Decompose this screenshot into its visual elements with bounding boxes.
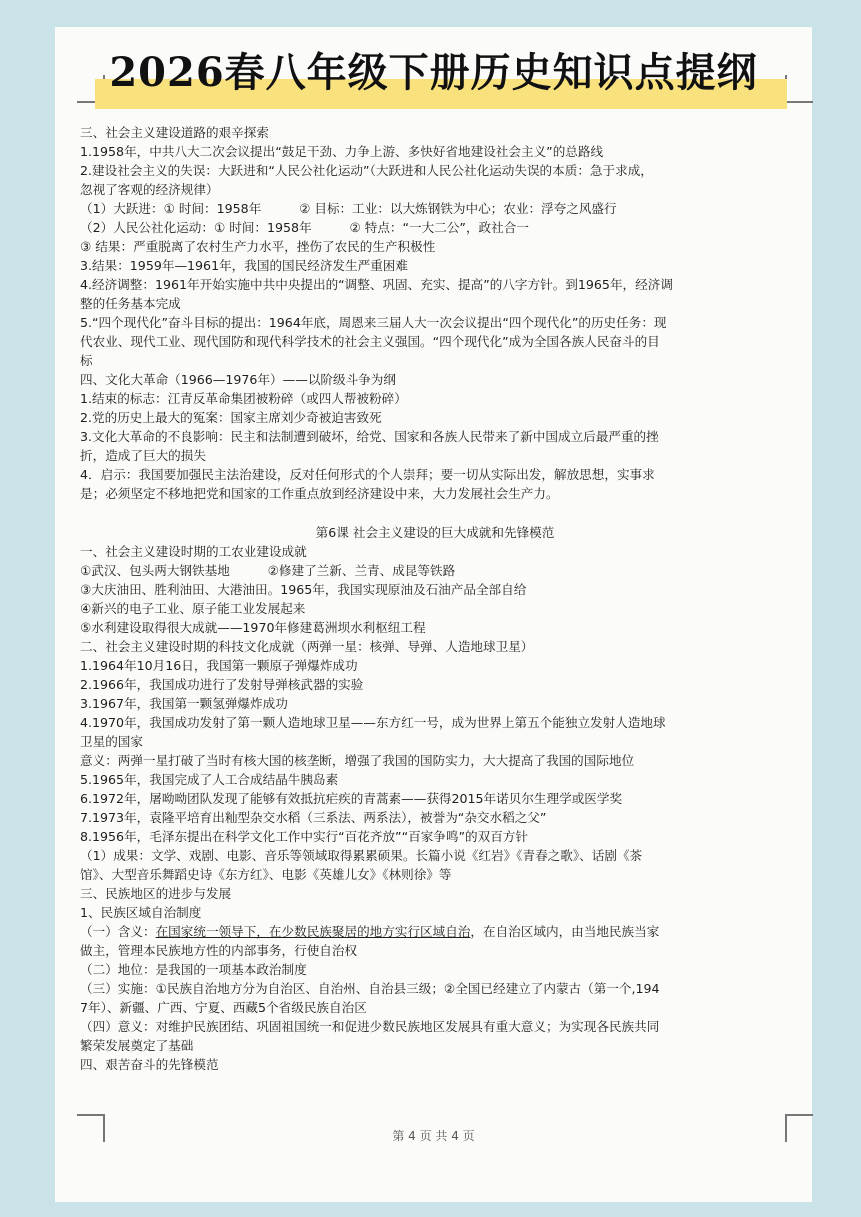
lesson-heading: 第6课 社会主义建设的巨大成就和先锋模范 [315, 525, 555, 540]
text-line: 2.1966年，我国成功进行了发射导弹核武器的实验 [80, 677, 364, 692]
text-line: 馆》、大型音乐舞蹈史诗《东方红》、电影《英雄儿女》《林则徐》等 [80, 867, 452, 882]
text-line: （四）意义：对维护民族团结、巩固祖国统一和促进少数民族地区发展具有重大意义；为实现各民族共同 [80, 1019, 660, 1034]
text-line: 1.结束的标志：江青反革命集团被粉碎（或四人帮被粉碎） [80, 391, 407, 406]
text-line: （1）成果：文学、戏剧、电影、音乐等领域取得累累硕果。长篇小说《红岩》《青春之歌》、话剧《茶 [80, 848, 643, 863]
text-line: 3.结果：1959年—1961年，我国的国民经济发生严重困难 [80, 258, 408, 273]
outline-content [80, 123, 790, 1074]
text-line: 1.1958年，中共八大二次会议提出“鼓足干劲、力争上游、多快好省地建设社会主义”的总路线 [80, 144, 604, 159]
text-line: 7年）、新疆、广西、宁夏、西藏5个省级民族自治区 [80, 1000, 367, 1015]
text-line: ⑤水利建设取得很大成就——1970年修建葛洲坝水利枢纽工程 [80, 620, 426, 635]
text-line: 1.1964年10月16日，我国第一颗原子弹爆炸成功 [80, 658, 358, 673]
text-line: 代农业、现代工业、现代国防和现代科学技术的社会主义强国。“四个现代化”成为全国各族人民奋斗的目 [80, 334, 660, 349]
text-line: （1）大跃进：① 时间：1958年 ② 目标：工业：以大炼钢铁为中心；农业：浮夸之风盛行 [80, 201, 617, 216]
text-line: 折，造成了巨大的损失 [80, 448, 206, 463]
text-line: （2）人民公社化运动：① 时间：1958年 ② 特点：“一大二公”，政社合一 [80, 220, 529, 235]
underlined-text: 在国家统一领导下，在少数民族聚居的地方实行区域自治 [155, 924, 471, 939]
text-line: 2.建设社会主义的失误：大跃进和“人民公社化运动”（大跃进和人民公社化运动失误的本质：急于求成， [80, 163, 653, 178]
section-heading: 三、社会主义建设道路的艰辛探索 [80, 125, 269, 140]
title-banner [55, 35, 812, 121]
document-page [55, 27, 812, 1202]
text-line: ①武汉、包头两大钢铁基地 ②修建了兰新、兰青、成昆等铁路 [80, 563, 456, 578]
text-line: 是；必须坚定不移地把党和国家的工作重点放到经济建设中来，大力发展社会生产力。 [80, 486, 559, 501]
text-line: 卫星的国家 [80, 734, 143, 749]
text-line: 4．启示：我国要加强民主法治建设，反对任何形式的个人崇拜；要一切从实际出发，解放思想，实事求 [80, 467, 655, 482]
text-line: 3.1967年，我国第一颗氢弹爆炸成功 [80, 696, 288, 711]
page-footer: 第 4 页 共 4 页 [392, 1129, 475, 1143]
text-line: 7.1973年，袁隆平培育出籼型杂交水稻（三系法、两系法），被誉为“杂交水稻之父” [80, 810, 547, 825]
text-line: （二）地位：是我国的一项基本政治制度 [80, 962, 307, 977]
text-line: 6.1972年，屠呦呦团队发现了能够有效抵抗疟疾的青蒿素——获得2015年诺贝尔生理学或医学奖 [80, 791, 623, 806]
text-line: ③ 结果：严重脱离了农村生产力水平，挫伤了农民的生产积极性 [80, 239, 436, 254]
section-heading: 二、社会主义建设时期的科技文化成就（两弹一星：核弹、导弹、人造地球卫星） [80, 639, 534, 654]
text-line: （三）实施：①民族自治地方分为自治区、自治州、自治县三级；②全国已经建立了内蒙古（第一个,194 [80, 981, 660, 996]
text-line: 5.“四个现代化”奋斗目标的提出：1964年底，周恩来三届人大一次会议提出“四个现代化”的历史任务：现 [80, 315, 667, 330]
text-line: 意义：两弹一星打破了当时有核大国的核垄断，增强了我国的国防实力，大大提高了我国的国际地位 [80, 753, 635, 768]
text-line: 2.党的历史上最大的冤案：国家主席刘少奇被迫害致死 [80, 410, 382, 425]
text-line: 3.文化大革命的不良影响：民主和法制遭到破坏，给党、国家和各族人民带来了新中国成立后最严重的挫 [80, 429, 659, 444]
section-heading: 一、社会主义建设时期的工农业建设成就 [80, 544, 307, 559]
section-heading: 三、民族地区的进步与发展 [80, 886, 232, 901]
text-line: 4.经济调整：1961年开始实施中共中央提出的“调整、巩固、充实、提高”的八字方针。到1965年，经济调 [80, 277, 673, 292]
text-line: 整的任务基本完成 [80, 296, 181, 311]
page-title: 2026春八年级下册历史知识点提纲 [109, 49, 758, 96]
text-line [80, 922, 790, 941]
section-heading: 四、文化大革命（1966—1976年）——以阶级斗争为纲 [80, 372, 396, 387]
text-segment: ，在自治区域内，由当地民族当家 [470, 924, 660, 939]
text-line: ③大庆油田、胜利油田、大港油田。1965年，我国实现原油及石油产品全部自给 [80, 582, 527, 597]
text-line: 1、民族区域自治制度 [80, 905, 202, 920]
text-line: 8.1956年，毛泽东提出在科学文化工作中实行“百花齐放”“百家争鸣”的双百方针 [80, 829, 528, 844]
text-line: 忽视了客观的经济规律） [80, 182, 219, 197]
text-line: ④新兴的电子工业、原子能工业发展起来 [80, 601, 306, 616]
text-segment: （一）含义： [80, 924, 156, 939]
text-line: 5.1965年，我国完成了人工合成结晶牛胰岛素 [80, 772, 339, 787]
text-line: 标 [80, 353, 93, 368]
text-line: 繁荣发展奠定了基础 [80, 1038, 194, 1053]
text-line: 4.1970年，我国成功发射了第一颗人造地球卫星——东方红一号，成为世界上第五个能独立发射人造地球 [80, 715, 666, 730]
spacer [80, 503, 790, 523]
section-heading: 四、艰苦奋斗的先锋模范 [80, 1057, 219, 1072]
text-line: 做主，管理本民族地方性的内部事务，行使自治权 [80, 943, 358, 958]
